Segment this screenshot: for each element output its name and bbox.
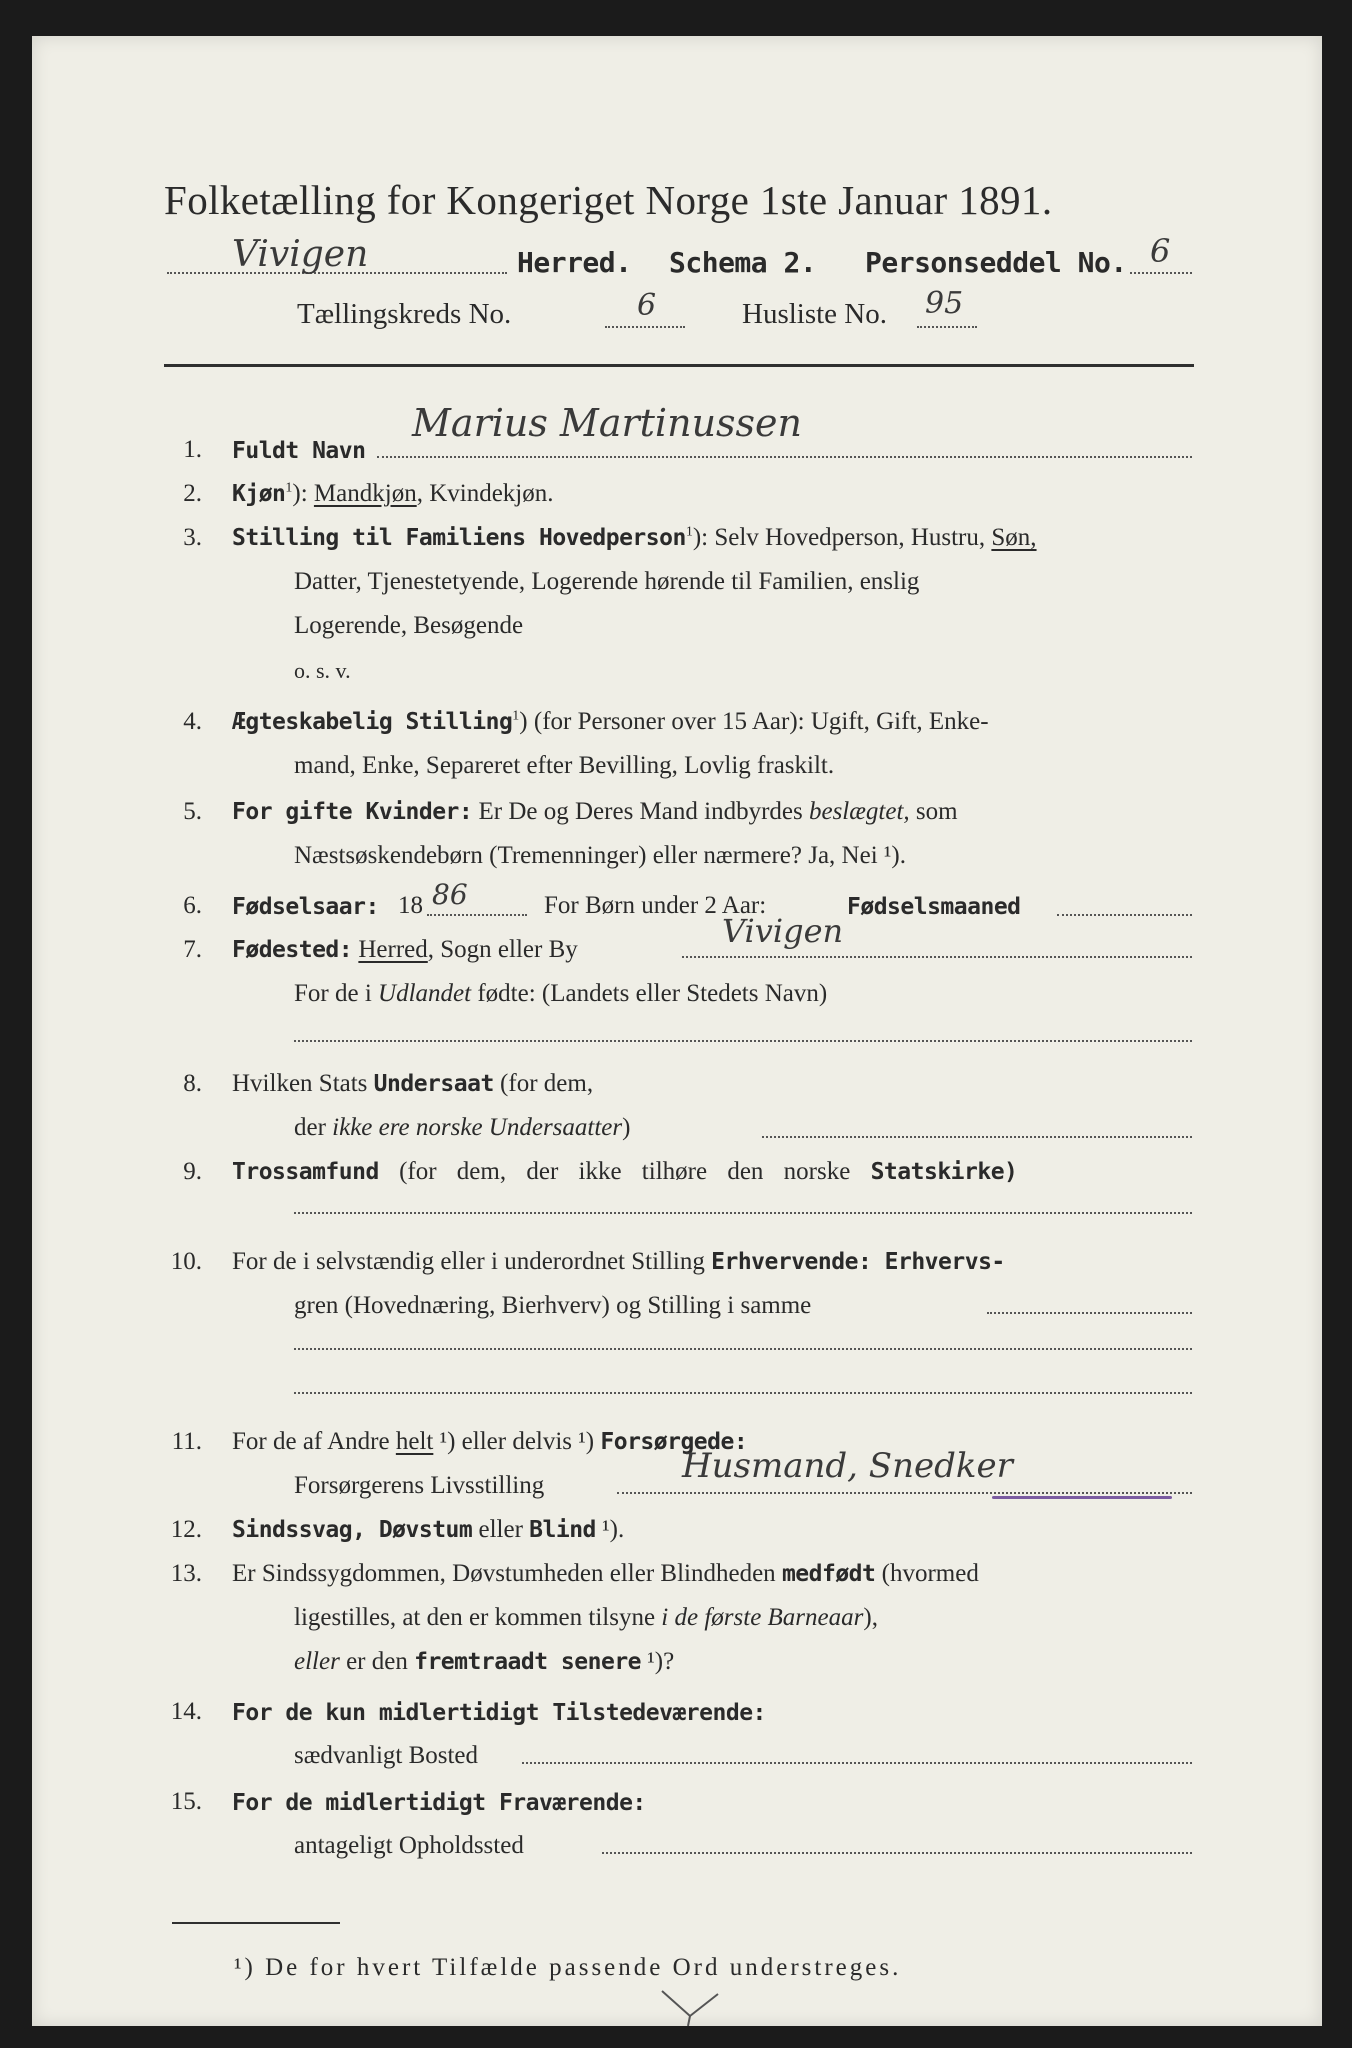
- q8-dotted-line: [762, 1136, 1192, 1138]
- q2-line: [232, 480, 554, 508]
- q11-line1: [232, 1428, 747, 1456]
- q13-line1a: Er Sindssygdommen, Døvstumheden eller Blindheden: [232, 1560, 782, 1587]
- q11-value: Husmand, Snedker: [682, 1446, 1013, 1486]
- q8-line2a: der: [294, 1114, 333, 1141]
- q10-line1a: For de i selvstændig eller i underordnet Stilling: [232, 1248, 712, 1275]
- q15-label: For de midlertidigt Fraværende:: [232, 1790, 646, 1816]
- q13-line3b: er den: [339, 1648, 415, 1675]
- q13-line2: [294, 1604, 878, 1632]
- q13-line3: [294, 1648, 674, 1676]
- q12-label: Sindssvag, Døvstum: [232, 1517, 473, 1543]
- q13-line3c: fremtraadt senere: [414, 1649, 642, 1675]
- q7-dotted-line: [682, 956, 1192, 958]
- q6-mid: For Børn under 2 Aar:: [544, 892, 767, 919]
- footnote: ¹) De for hvert Tilfælde passende Ord understreges.: [234, 1954, 902, 1981]
- q12-rest: eller: [472, 1516, 530, 1543]
- q6-prefix: 18: [398, 892, 423, 919]
- q9-rest: (for dem, der ikke tilhøre den norske: [378, 1158, 871, 1185]
- q4-sup: 1: [512, 708, 520, 724]
- q10-dotted-line1: [987, 1312, 1192, 1314]
- q6-month-dotted-line: [1057, 914, 1192, 916]
- q6-label2: Fødselsmaaned: [847, 894, 1021, 920]
- q10-number: 10.: [170, 1248, 202, 1275]
- q15-line2: antageligt Opholdssted: [294, 1832, 524, 1859]
- q6-number: 6.: [183, 892, 202, 919]
- q11-option-helt: helt: [395, 1428, 434, 1455]
- q13-line1b: medfødt: [781, 1561, 876, 1587]
- husliste-value: 95: [925, 286, 964, 321]
- q13-line1: [232, 1560, 979, 1588]
- q13-line2b: i de første Barneaar: [661, 1604, 864, 1631]
- q3-number: 3.: [183, 524, 202, 551]
- q3-sup: 1: [685, 524, 693, 540]
- q2-number: 2.: [183, 480, 202, 507]
- q7-line2c: fødte: (Landets eller Stedets Navn): [471, 980, 828, 1007]
- q3-option-son: Søn,: [991, 524, 1037, 551]
- q2-colon: ):: [292, 480, 314, 507]
- q5-number: 5.: [183, 798, 202, 825]
- husliste-label: Husliste No.: [742, 298, 887, 330]
- q9-line1: [232, 1158, 1017, 1186]
- q13-line1c: (hvormed: [875, 1560, 979, 1587]
- q8-line1c: (for dem,: [493, 1070, 594, 1097]
- q13-number: 13.: [170, 1560, 202, 1587]
- q8-line2c: ): [622, 1114, 631, 1141]
- herred-label: Herred.: [517, 246, 632, 279]
- q11-number: 11.: [171, 1428, 202, 1455]
- q5-line1b: beslægtet,: [808, 798, 910, 825]
- q3-line2: Datter, Tjenestetyende, Logerende hørende til Familien, enslig: [294, 568, 920, 595]
- q4-line1: [232, 708, 989, 736]
- q12-sup: ¹).: [595, 1516, 625, 1543]
- q12-number: 12.: [170, 1516, 202, 1543]
- q7-option-herred: Herred: [358, 936, 428, 963]
- q10-line1b: Erhvervende: Erhvervs-: [711, 1249, 1005, 1275]
- q11-dotted-line: [617, 1492, 1192, 1494]
- q8-line1a: Hvilken Stats: [232, 1070, 374, 1097]
- q10-dotted-line3: [294, 1392, 1192, 1394]
- taellingskreds-label: Tællingskreds No.: [297, 298, 512, 330]
- q1-label: Fuldt Navn: [232, 438, 366, 464]
- q7-number: 7.: [183, 936, 202, 963]
- q14-line2: sædvanligt Bosted: [294, 1742, 479, 1769]
- q11-line1a: For de af Andre: [232, 1428, 396, 1455]
- q11-line2: Forsørgerens Livsstilling: [294, 1472, 545, 1499]
- q3-line1-text: ): Selv Hovedperson, Hustru,: [692, 524, 992, 551]
- q4-number: 4.: [183, 708, 202, 735]
- q15-number: 15.: [170, 1788, 202, 1815]
- q5-line1c: som: [909, 798, 958, 825]
- q7-line2a: For de i: [294, 980, 379, 1007]
- q13-line3a: eller: [294, 1648, 340, 1675]
- taellingskreds-dotted-line: [605, 326, 685, 328]
- herred-value: Vivigen: [232, 234, 369, 275]
- census-form-page: [32, 36, 1322, 2026]
- q1-value: Marius Martinussen: [412, 401, 803, 445]
- q3-line1: [232, 524, 1037, 552]
- q12-line1: [232, 1516, 624, 1544]
- q13-line3d: ¹)?: [641, 1648, 675, 1675]
- q9-end: Statskirke): [870, 1159, 1018, 1185]
- q8-line1b: Undersaat: [373, 1071, 494, 1097]
- q8-number: 8.: [183, 1070, 202, 1097]
- q1-number: 1.: [183, 436, 202, 463]
- q4-label: Ægteskabelig Stilling: [232, 709, 513, 735]
- husliste-dotted-line: [917, 326, 977, 328]
- q2-label: Kjøn: [232, 481, 286, 507]
- q9-number: 9.: [183, 1158, 202, 1185]
- taellingskreds-value: 6: [637, 288, 657, 323]
- q4-line2: mand, Enke, Separeret efter Bevilling, Lovlig fraskilt.: [294, 752, 835, 779]
- q2-rest: , Kvindekjøn.: [416, 480, 554, 507]
- q4-line1-text: ) (for Personer over 15 Aar): Ugift, Gift, Enke-: [519, 708, 989, 735]
- q14-label: For de kun midlertidigt Tilstedeværende:: [232, 1700, 766, 1726]
- form-title: Folketælling for Kongeriget Norge 1ste Januar 1891.: [164, 177, 1053, 223]
- header-divider: [164, 364, 1194, 367]
- q11-violet-underline: [992, 1496, 1172, 1499]
- footnote-divider: [172, 1922, 340, 1924]
- q13-line2a: ligestilles, at den er kommen tilsyne: [294, 1604, 662, 1631]
- personseddel-dotted-line: [1130, 272, 1192, 274]
- q5-label: For gifte Kvinder:: [232, 799, 473, 825]
- personseddel-label: Personseddel No.: [865, 246, 1127, 279]
- q11-line1b: ¹) eller delvis ¹): [433, 1428, 601, 1455]
- q5-line2: Næstsøskendebørn (Tremenninger) eller nærmere? Ja, Nei ¹).: [294, 842, 906, 869]
- schema-label: Schema 2.: [669, 246, 817, 279]
- q7-line2b: Udlandet: [378, 980, 472, 1007]
- q9-dotted-line: [294, 1212, 1192, 1214]
- q15-dotted-line: [602, 1852, 1192, 1854]
- q3-line3: Logerende, Besøgende: [294, 612, 524, 639]
- q10-dotted-line2: [294, 1348, 1192, 1350]
- q1-dotted-line: [377, 456, 1192, 458]
- q13-line2c: ),: [863, 1604, 878, 1631]
- q7-line2: [294, 980, 827, 1008]
- q7-line1: [232, 936, 578, 964]
- bottom-pencil-mark: [652, 1986, 732, 2026]
- q6-value: 86: [432, 878, 468, 911]
- q8-line1: [232, 1070, 593, 1098]
- q14-number: 14.: [170, 1698, 202, 1725]
- q10-line1: [232, 1248, 1005, 1276]
- q5-line1: [232, 798, 958, 826]
- q6-year-dotted-line: [427, 914, 527, 916]
- q11-line1c: Forsørgede:: [600, 1429, 748, 1455]
- q10-line2: gren (Hovednæring, Bierhverv) og Stilling i samme: [294, 1292, 812, 1319]
- q5-line1a: Er De og Deres Mand indbyrdes: [472, 798, 809, 825]
- q8-line2b: ikke ere norske Undersaatter: [332, 1114, 623, 1141]
- q7-extra-dotted-line: [294, 1040, 1192, 1042]
- personseddel-value: 6: [1150, 232, 1171, 270]
- q12-end: Blind: [529, 1517, 596, 1543]
- q8-line2: [294, 1114, 630, 1142]
- q14-dotted-line: [522, 1762, 1192, 1764]
- q3-label: Stilling til Familiens Hovedperson: [232, 525, 686, 551]
- q7-value: Vivigen: [722, 912, 844, 950]
- q6-label: Fødselsaar:: [232, 894, 379, 920]
- q2-option-mandkjon: Mandkjøn: [313, 480, 417, 507]
- q9-label: Trossamfund: [232, 1159, 379, 1185]
- q2-sup: 1: [285, 480, 293, 496]
- q3-line4: o. s. v.: [294, 658, 351, 683]
- q7-label: Fødested:: [232, 937, 353, 963]
- q7-rest: , Sogn eller By: [427, 936, 578, 963]
